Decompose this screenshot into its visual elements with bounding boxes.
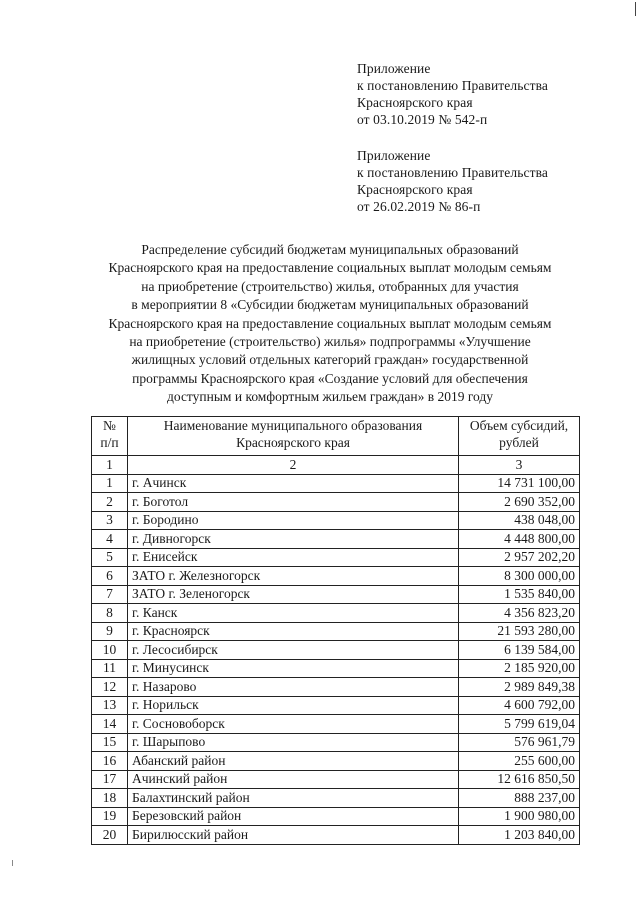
appendix-resolution: к постановлению Правительства	[357, 78, 548, 93]
table-row	[92, 696, 580, 715]
row-number: 4	[92, 530, 128, 549]
scan-edge-mark	[635, 2, 636, 16]
appendix-label: Приложение	[357, 148, 431, 163]
title-line: на приобретение (строительство) жилья, отобранных для участия	[141, 278, 519, 294]
row-number: 14	[92, 715, 128, 734]
table-row	[92, 585, 580, 604]
row-number: 11	[92, 659, 128, 678]
row-number: 13	[92, 696, 128, 715]
table-row	[92, 826, 580, 845]
title-line: доступным и комфортным жильем граждан» в 2019 году	[166, 389, 494, 405]
table-row	[92, 678, 580, 697]
row-number: 17	[92, 770, 128, 789]
subsidy-distribution-table	[91, 416, 580, 845]
appendix-header-original	[357, 147, 548, 215]
header-sum: Объем субсидий, рублей	[459, 417, 580, 456]
subsidy-amount: 12 616 850,50	[459, 770, 580, 789]
row-number: 20	[92, 826, 128, 845]
municipality-name: Бирилюсский район	[128, 826, 459, 845]
municipality-name: г. Шарыпово	[128, 733, 459, 752]
appendix-date-number: от 26.02.2019 № 86-п	[357, 199, 481, 214]
subsidy-amount: 2 989 849,38	[459, 678, 580, 697]
column-number: 1	[92, 456, 128, 475]
municipality-name: Балахтинский район	[128, 789, 459, 808]
subsidy-amount: 2 690 352,00	[459, 493, 580, 512]
table-row	[92, 659, 580, 678]
row-number: 9	[92, 622, 128, 641]
appendix-label: Приложение	[357, 61, 431, 76]
subsidy-amount: 6 139 584,00	[459, 641, 580, 660]
row-number: 6	[92, 567, 128, 586]
column-number-row	[92, 456, 580, 475]
appendix-region: Красноярского края	[357, 95, 473, 110]
title-line: программы Красноярского края «Создание условий для обеспечения	[132, 370, 528, 386]
municipality-name: ЗАТО г. Зеленогорск	[128, 585, 459, 604]
municipality-name: г. Сосновоборск	[128, 715, 459, 734]
municipality-name: г. Минусинск	[128, 659, 459, 678]
column-number: 2	[128, 456, 459, 475]
row-number: 2	[92, 493, 128, 512]
municipality-name: г. Енисейск	[128, 548, 459, 567]
table-row	[92, 641, 580, 660]
municipality-name: Ачинский район	[128, 770, 459, 789]
municipality-name: г. Ачинск	[128, 474, 459, 493]
subsidy-amount: 21 593 280,00	[459, 622, 580, 641]
title-line: жилищных условий отдельных категорий граждан» государственной	[131, 352, 529, 368]
municipality-name: г. Норильск	[128, 696, 459, 715]
subsidy-amount: 1 203 840,00	[459, 826, 580, 845]
subsidy-amount: 4 448 800,00	[459, 530, 580, 549]
title-line: Красноярского края на предоставление социальных выплат молодым семьям	[108, 315, 552, 331]
appendix-region: Красноярского края	[357, 182, 473, 197]
column-number: 3	[459, 456, 580, 475]
appendix-header-current	[357, 60, 548, 128]
table-header-row	[92, 417, 580, 456]
row-number: 19	[92, 807, 128, 826]
row-number: 10	[92, 641, 128, 660]
subsidy-amount: 1 535 840,00	[459, 585, 580, 604]
table-row	[92, 493, 580, 512]
municipality-name: г. Красноярск	[128, 622, 459, 641]
row-number: 7	[92, 585, 128, 604]
table-row	[92, 548, 580, 567]
subsidy-amount: 4 356 823,20	[459, 604, 580, 623]
table-row	[92, 530, 580, 549]
row-number: 5	[92, 548, 128, 567]
subsidy-amount: 2 185 920,00	[459, 659, 580, 678]
subsidy-amount: 576 961,79	[459, 733, 580, 752]
subsidy-amount: 888 237,00	[459, 789, 580, 808]
table-row	[92, 807, 580, 826]
title-line: Распределение субсидий бюджетам муниципальных образований	[141, 242, 519, 257]
table-row	[92, 770, 580, 789]
subsidy-amount: 1 900 980,00	[459, 807, 580, 826]
table-row	[92, 733, 580, 752]
municipality-name: г. Бородино	[128, 511, 459, 530]
row-number: 1	[92, 474, 128, 493]
row-number: 16	[92, 752, 128, 771]
row-number: 15	[92, 733, 128, 752]
subsidy-amount: 2 957 202,20	[459, 548, 580, 567]
municipality-name: г. Лесосибирск	[128, 641, 459, 660]
municipality-name: Березовский район	[128, 807, 459, 826]
header-num: № п/п	[92, 417, 128, 456]
subsidy-amount: 4 600 792,00	[459, 696, 580, 715]
row-number: 18	[92, 789, 128, 808]
row-number: 3	[92, 511, 128, 530]
row-number: 12	[92, 678, 128, 697]
appendix-resolution: к постановлению Правительства	[357, 165, 548, 180]
title-line: на приобретение (строительство) жилья» подпрограммы «Улучшение	[129, 334, 531, 350]
municipality-name: г. Назарово	[128, 678, 459, 697]
title-line: в мероприятии 8 «Субсидии бюджетам муниципальных образований	[131, 297, 529, 313]
document-title	[60, 241, 600, 407]
table-row	[92, 752, 580, 771]
table-row	[92, 474, 580, 493]
subsidy-amount: 8 300 000,00	[459, 567, 580, 586]
table-row	[92, 567, 580, 586]
table-row	[92, 789, 580, 808]
table-row	[92, 622, 580, 641]
header-name: Наименование муниципального образования Красноярского края	[128, 417, 459, 456]
row-number: 8	[92, 604, 128, 623]
subsidy-amount: 255 600,00	[459, 752, 580, 771]
municipality-name: г. Канск	[128, 604, 459, 623]
appendix-date-number: от 03.10.2019 № 542-п	[357, 112, 488, 127]
table-row	[92, 511, 580, 530]
table-body	[92, 474, 580, 844]
subsidy-amount: 5 799 619,04	[459, 715, 580, 734]
table-row	[92, 715, 580, 734]
subsidy-amount: 14 731 100,00	[459, 474, 580, 493]
title-line: Красноярского края на предоставление социальных выплат молодым семьям	[108, 260, 552, 276]
scan-speck	[12, 860, 13, 866]
municipality-name: г. Боготол	[128, 493, 459, 512]
subsidy-amount: 438 048,00	[459, 511, 580, 530]
municipality-name: ЗАТО г. Железногорск	[128, 567, 459, 586]
municipality-name: г. Дивногорск	[128, 530, 459, 549]
table-row	[92, 604, 580, 623]
municipality-name: Абанский район	[128, 752, 459, 771]
